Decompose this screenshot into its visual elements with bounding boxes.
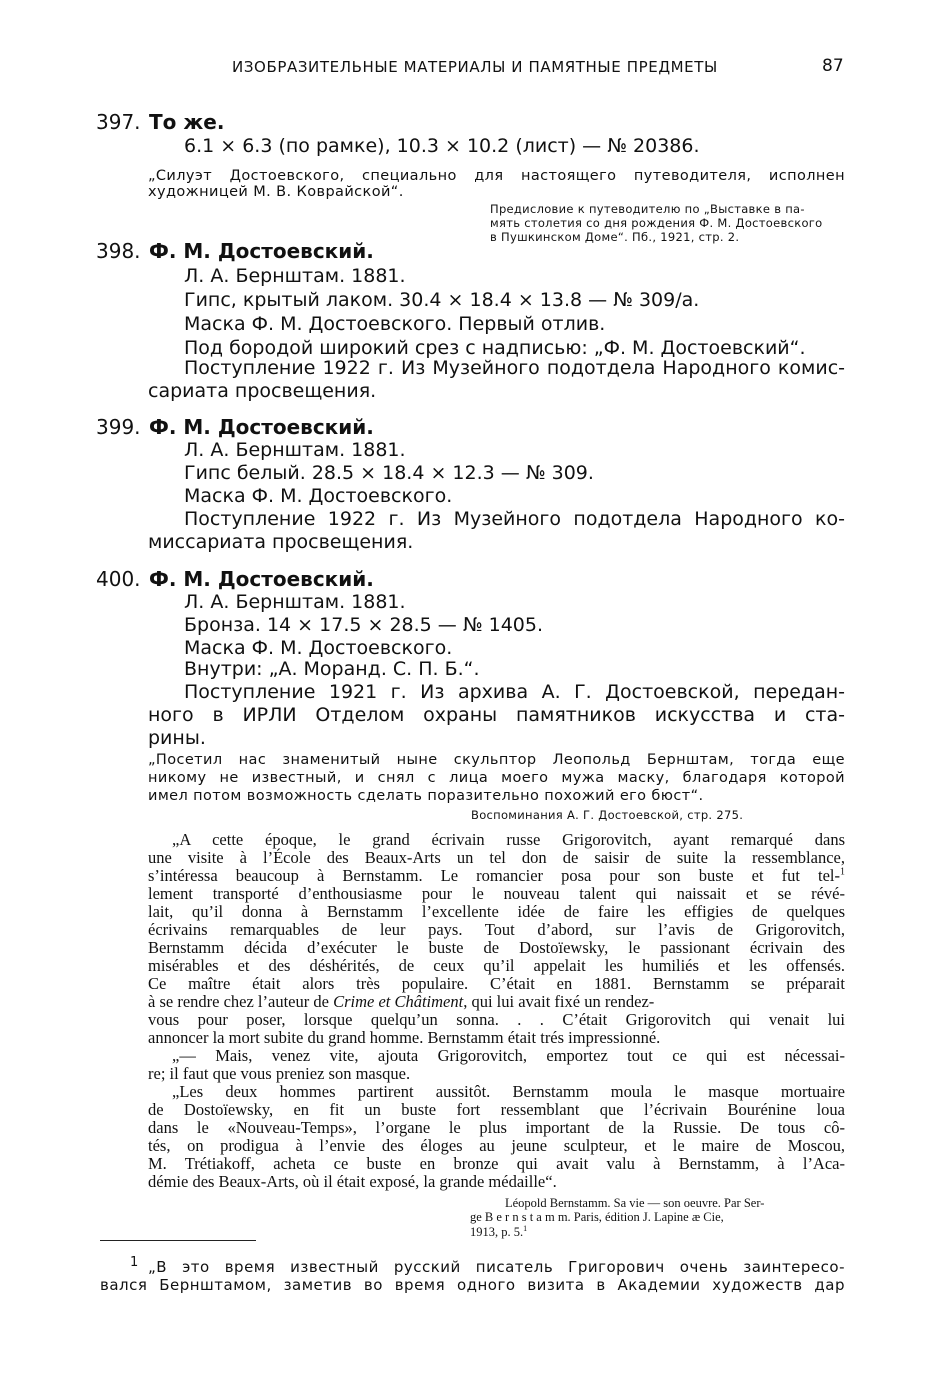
entry-number: 399. [96,415,141,439]
french-line: vous pour poser, lorsque quelqu’un sonna. . . C’était Grigorovitch qui venait lui [148,1010,845,1029]
quote-source: мять столетия со дня рождения Ф. М. Достоевского [490,216,823,230]
french-line: à se rendre chez l’auteur de Crime et Châtiment, qui lui avait fixé un rendez- [148,992,655,1011]
entry-number: 397. [96,110,141,134]
entry-acquisition: Поступление 1921 г. Из архива А. Г. Достоевской, передан- [184,681,845,703]
entry-number: 398. [96,239,141,263]
quote-source: Léopold Bernstamm. Sa vie — son oeuvre. Par Ser- [505,1196,765,1210]
french-line: une visite à l’École des Beaux-Arts un tel don de saisir de suite la ressemblance, [148,848,845,867]
entry-acquisition: Поступление 1922 г. Из Музейного подотдела Народного комис- [184,357,845,379]
entry-title: Ф. М. Достоевский. [149,567,374,591]
quote-source: ge B e r n s t a m m. Paris, édition J. Lapine æ Cie, [470,1210,724,1224]
french-line: de Dostoïewsky, en fit un buste fort ressemblant que l’écrivain Bourénine loua [148,1100,845,1119]
entry-inscription: Под бородой широкий срез с надписью: „Ф. М. Достоевский“. [184,337,806,359]
french-line: s’intéressa beaucoup à Bernstamm. Le romancier posa pour son buste et fut tel-$^1$ [148,866,845,885]
quote-line: „Посетил нас знаменитый ныне скульптор Леопольд Бернштам, тогда еще [148,752,845,768]
footnote-rule [100,1240,256,1241]
french-line: Ce maître était alors très populaire. C’était en 1881. Bernstamm se préparait [148,974,845,993]
entry-number: 400. [96,567,141,591]
entry-material: Гипс, крытый лаком. 30.4 × 18.4 × 13.8 — № 309/а. [184,289,700,311]
french-line: dans le «Nouveau-Temps», l’organe le plus important de la Russie. De tous cô- [148,1118,845,1137]
entry-title: Ф. М. Достоевский. [149,415,374,439]
entry-acquisition: миссариата просвещения. [148,531,414,553]
entry-acquisition: ного в ИРЛИ Отделом охраны памятников искусства и ста- [148,704,845,726]
french-line: démie des Beaux-Arts, où il était exposé, la grande médaille“. [148,1172,557,1191]
entry-author: Л. А. Бернштам. 1881. [184,591,406,613]
running-title: ИЗОБРАЗИТЕЛЬНЫЕ МАТЕРИАЛЫ И ПАМЯТНЫЕ ПРЕДМЕТЫ [232,58,718,76]
french-line: „— Mais, venez vite, ajouta Grigorovitch, emportez tout ce qui est nécessai- [172,1046,845,1065]
footnote-line: вался Бернштамом, заметив во время одного визита в Академии художеств дар [100,1276,845,1294]
french-line: tés, on prodigua à l’envie des éloges au jeune sculpteur, et le maire de Moscou, [148,1136,845,1155]
french-line: annoncer la mort subite du grand homme. Bernstamm était trés impressionné. [148,1028,661,1047]
french-line: „A cette époque, le grand écrivain russe Grigorovitch, ayant remarqué dans [172,830,845,849]
footnote-marker: 1 [130,1255,139,1270]
french-line: misérables et des déshérités, de ceux qu’il appelait les humiliés et les offensés. [148,956,845,975]
french-line: écrivains remarquables de leur pays. Tout d’abord, sur l’avis de Grigorovitch, [148,920,845,939]
entry-material: Бронза. 14 × 17.5 × 28.5 — № 1405. [184,614,544,636]
french-line: „Les deux hommes partirent aussitôt. Bernstamm moula le masque mortuaire [172,1082,845,1101]
entry-author: Л. А. Бернштам. 1881. [184,265,406,287]
entry-acquisition: рины. [148,727,206,749]
french-line: lement transporté d’enthousiasme pour le nouveau talent qui naissait et se révé- [148,884,845,903]
french-line: M. Trétiakoff, acheta ce buste en bronze qui avait valu à Bernstamm, à l’Aca- [148,1154,845,1173]
quote-line: „Силуэт Достоевского, специально для настоящего путеводителя, исполнен [148,168,845,184]
entry-inside-inscription: Внутри: „А. Моранд. С. П. Б.“. [184,658,480,680]
quote-source: 1913, p. 5.$^1$ [470,1224,528,1240]
entry-author: Л. А. Бернштам. 1881. [184,439,406,461]
quote-source: Воспоминания А. Г. Достоевской, стр. 275. [471,808,744,822]
entry-acquisition: Поступление 1922 г. Из Музейного подотдела Народного ко- [184,508,845,530]
quote-line: никому не известный, и снял с лица моего мужа маску, благодаря которой [148,770,845,786]
entry-title: Ф. М. Достоевский. [149,239,374,263]
footnote-line: „В это время известный русский писатель Григорович очень заинтересо- [148,1258,845,1276]
quote-line: художницей М. В. Коврайской“. [148,184,404,200]
quote-source: Предисловие к путеводителю по „Выставке в па- [490,202,805,216]
entry-description: Маска Ф. М. Достоевского. [184,637,453,659]
entry-description: Маска Ф. М. Достоевского. [184,485,453,507]
quote-source: в Пушкинском Доме“. Пб., 1921, стр. 2. [490,230,740,244]
quote-line: имел потом возможность сделать поразительно похожий его бюст“. [148,788,704,804]
french-line: lait, qu’il donna à Bernstamm l’excellente idée de faire les effigies de quelques [148,902,845,921]
french-line: Bernstamm décida d’exécuter le buste de Dostoïewsky, le passionant écrivain des [148,938,845,957]
entry-acquisition: сариата просвещения. [148,380,377,402]
entry-description: Маска Ф. М. Достоевского. Первый отлив. [184,313,606,335]
page-number: 87 [822,56,844,76]
entry-title: То же. [149,110,225,134]
entry-material: Гипс белый. 28.5 × 18.4 × 12.3 — № 309. [184,462,594,484]
french-line: re; il faut que vous preniez son masque. [148,1064,411,1083]
entry-dimensions: 6.1 × 6.3 (по рамке), 10.3 × 10.2 (лист) — № 20386. [184,135,700,157]
italic-title: Crime et Châtiment [333,992,464,1011]
